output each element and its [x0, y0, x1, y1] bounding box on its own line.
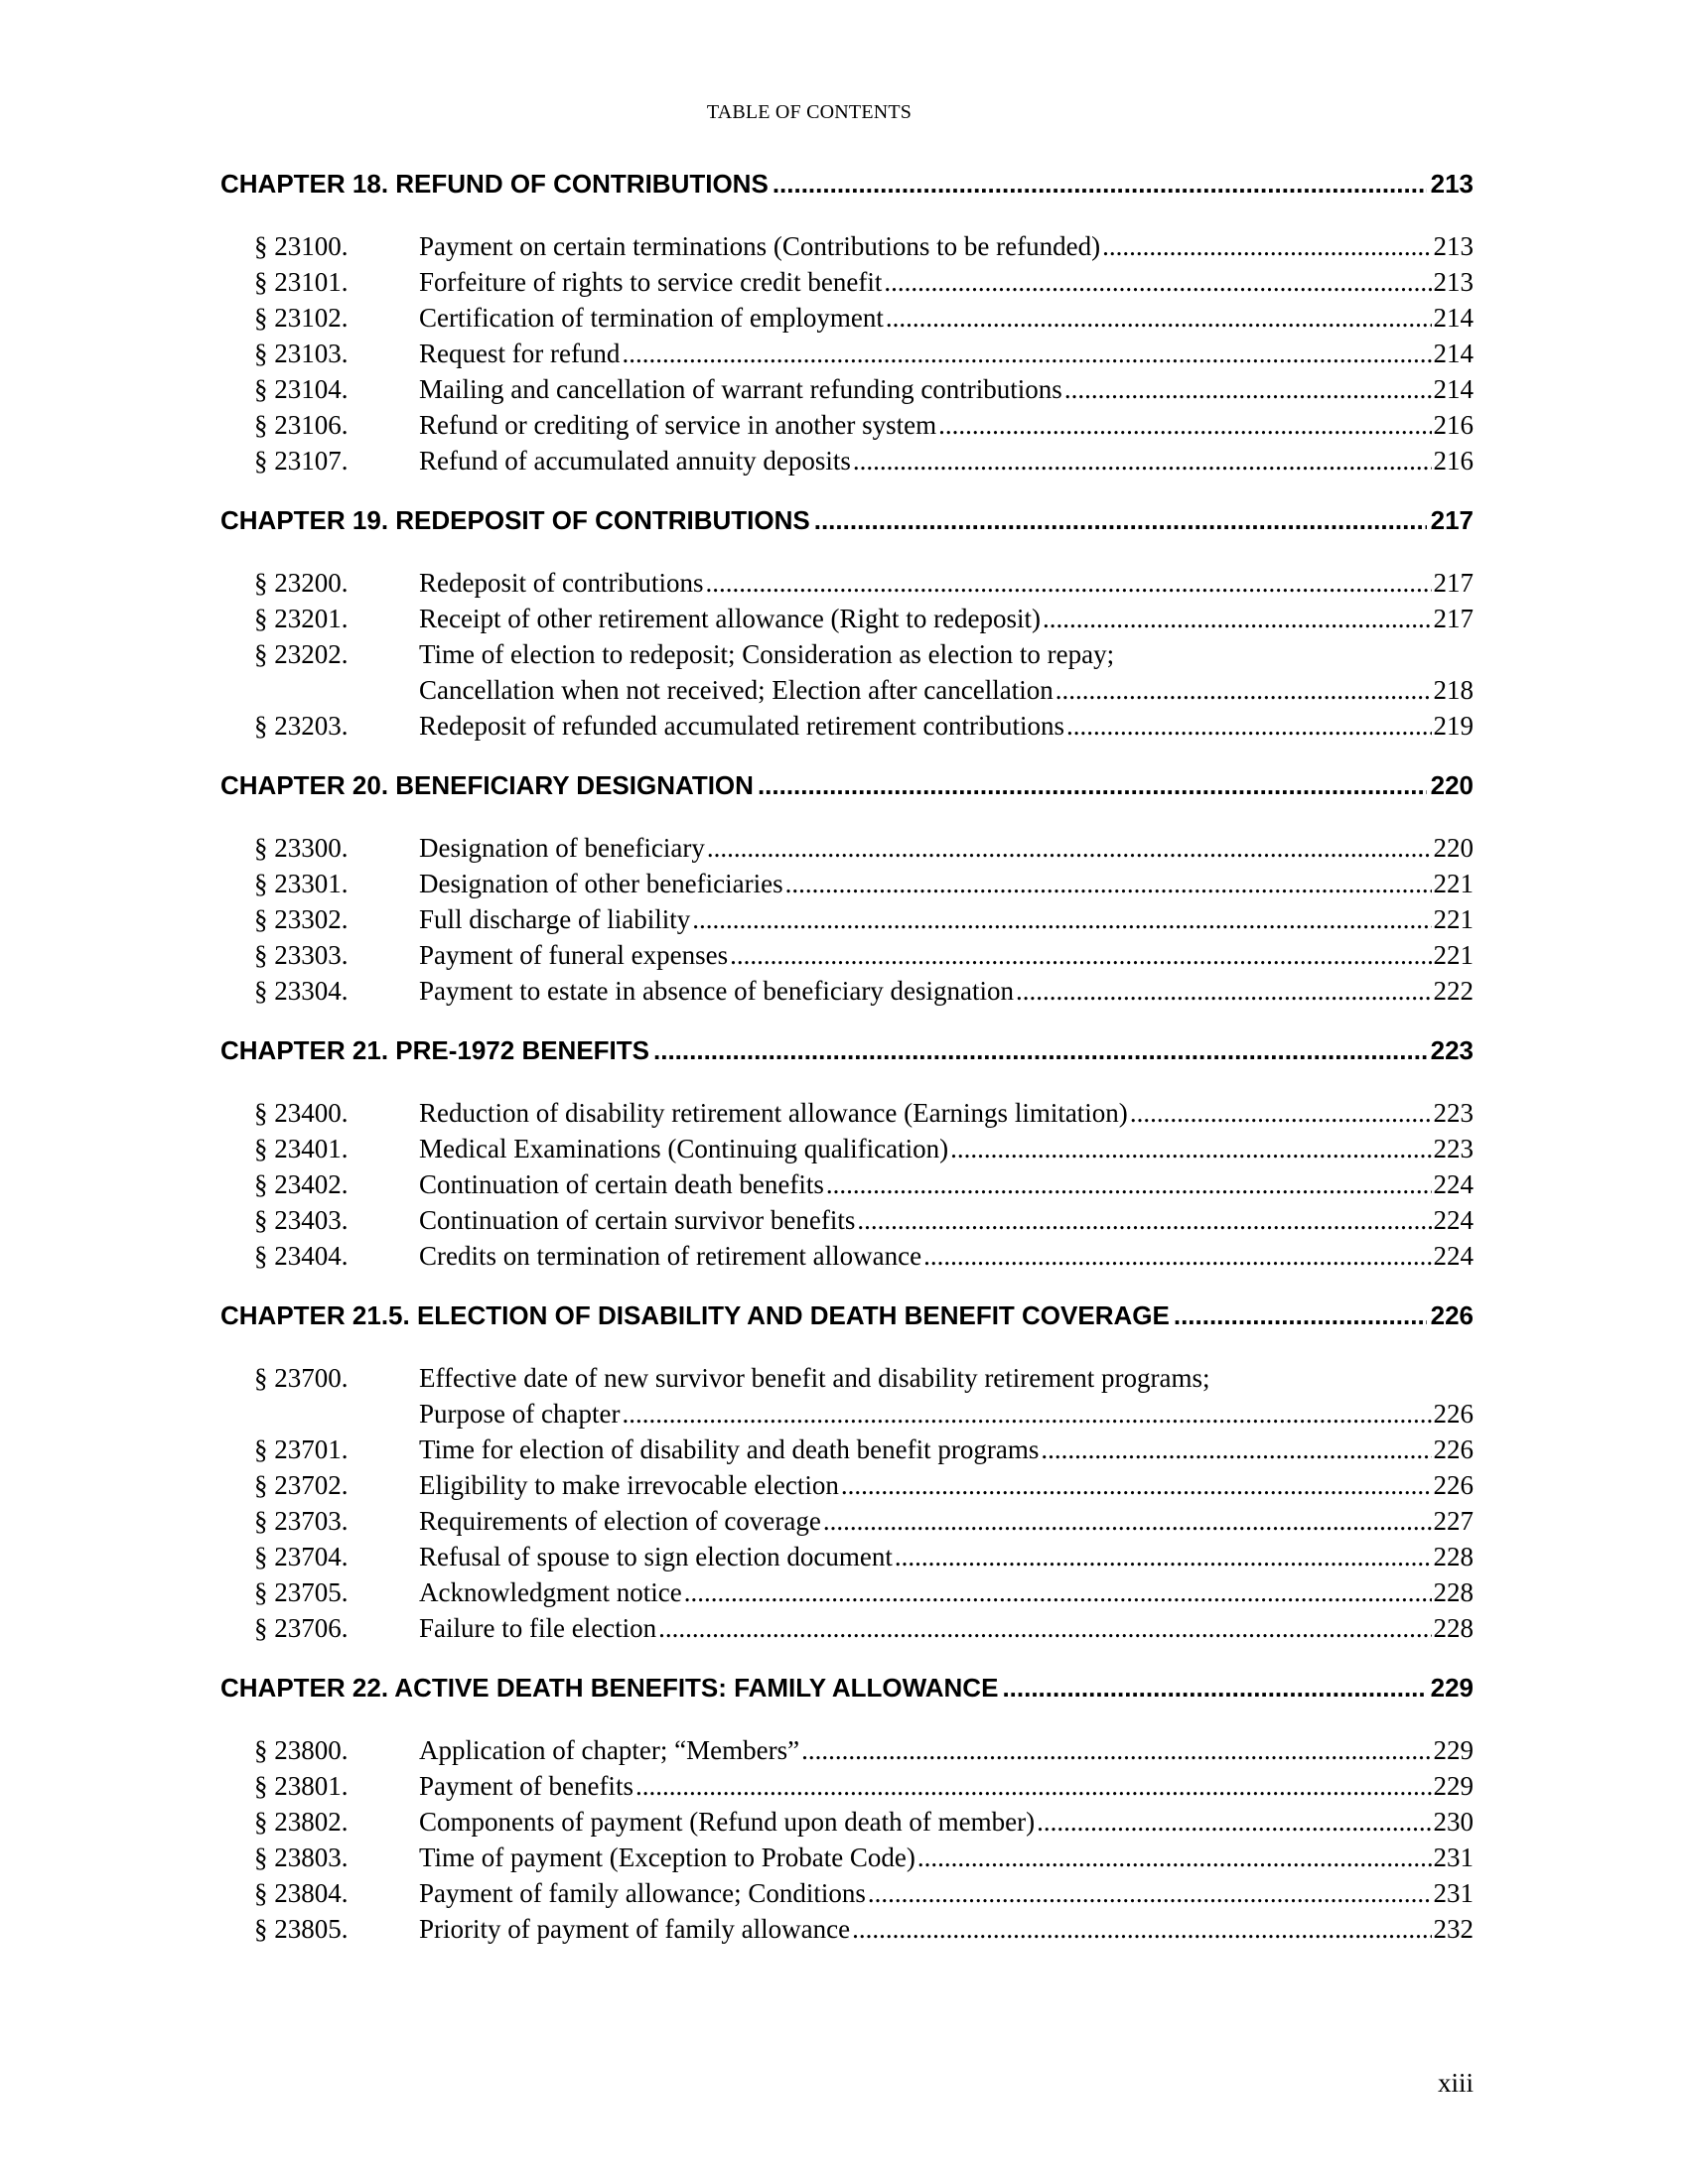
entry-title-line [419, 228, 1474, 264]
dot-leader [758, 770, 1427, 801]
dot-leader [1037, 1804, 1431, 1840]
chapter-block [220, 1300, 1474, 1646]
section-number: § 23402. [254, 1169, 349, 1199]
entry-title: Acknowledgment notice [419, 1577, 682, 1607]
dot-leader [895, 1539, 1432, 1574]
entry-title: Purpose of chapter [419, 1399, 621, 1429]
entry-body [419, 1202, 1474, 1238]
section-number: § 23201. [254, 604, 349, 633]
section-number: § 23302. [254, 904, 349, 934]
entry-title-line [419, 973, 1474, 1009]
toc-entry[interactable] [220, 300, 1474, 336]
dot-leader [917, 1840, 1432, 1875]
section-number: § 23700. [254, 1363, 349, 1393]
entry-body [419, 1503, 1474, 1539]
entry-title-line [419, 407, 1474, 443]
entry-title-line [419, 1804, 1474, 1840]
chapter-heading[interactable] [220, 770, 1474, 806]
chapter-page-number: 220 [1430, 770, 1474, 800]
entry-page-number: 222 [1433, 976, 1474, 1006]
section-number: § 23404. [254, 1241, 349, 1271]
entry-title: Components of payment (Refund upon death of member) [419, 1807, 1036, 1837]
dot-leader [785, 866, 1432, 901]
entry-title-line [419, 1610, 1474, 1646]
dot-leader [1016, 973, 1431, 1009]
toc-entry[interactable] [220, 1539, 1474, 1574]
section-number: § 23301. [254, 869, 349, 898]
dot-leader [814, 505, 1427, 536]
dot-leader [707, 830, 1432, 866]
section-number: § 23702. [254, 1470, 349, 1500]
entry-title: Certification of termination of employment [419, 303, 884, 333]
entry-page-number: 230 [1433, 1807, 1474, 1837]
dot-leader [705, 565, 1431, 601]
section-number: § 23203. [254, 711, 349, 741]
dot-leader [841, 1467, 1432, 1503]
toc-entry[interactable] [220, 1804, 1474, 1840]
dot-leader [692, 901, 1431, 937]
entry-page-number: 228 [1433, 1613, 1474, 1643]
entry-body [419, 1539, 1474, 1574]
section-number: § 23701. [254, 1434, 349, 1464]
section-number: § 23804. [254, 1878, 349, 1908]
chapter-heading[interactable] [220, 1300, 1474, 1336]
dot-leader [1066, 708, 1431, 744]
entry-title: Request for refund [419, 339, 621, 368]
chapter-title: CHAPTER 21. PRE-1972 BENEFITS [220, 1035, 650, 1065]
entry-title-line [419, 565, 1474, 601]
chapter-block [220, 1035, 1474, 1274]
toc-entry[interactable] [220, 1131, 1474, 1166]
entry-title-line [419, 1875, 1474, 1911]
chapter-page-number: 213 [1430, 169, 1474, 199]
page-number: xiii [1437, 2068, 1474, 2098]
entry-page-number: 224 [1433, 1205, 1474, 1235]
dot-leader [852, 1911, 1431, 1947]
section-number: § 23400. [254, 1098, 349, 1128]
toc-entry[interactable] [220, 371, 1474, 407]
entry-title-line [419, 1503, 1474, 1539]
section-number: § 23202. [254, 639, 349, 669]
entry-title: Refund of accumulated annuity deposits [419, 446, 851, 476]
entry-title-line [419, 1539, 1474, 1574]
toc-entry[interactable] [220, 1840, 1474, 1875]
entry-title: Payment on certain terminations (Contributions to be refunded) [419, 231, 1101, 261]
entry-title-line [419, 1467, 1474, 1503]
entry-title: Time for election of disability and death benefit programs [419, 1434, 1040, 1464]
entry-page-number: 231 [1433, 1878, 1474, 1908]
dot-leader [801, 1732, 1431, 1768]
entry-title: Designation of beneficiary [419, 833, 705, 863]
entry-body [419, 636, 1474, 708]
entry-page-number: 223 [1433, 1134, 1474, 1163]
entry-title-line [419, 601, 1474, 636]
chapter-block [220, 505, 1474, 744]
toc-entry[interactable] [220, 601, 1474, 636]
entry-page-number: 226 [1433, 1434, 1474, 1464]
entry-title-line [419, 300, 1474, 336]
entry-body [419, 973, 1474, 1009]
entry-page-number: 217 [1433, 568, 1474, 598]
entry-title: Priority of payment of family allowance [419, 1914, 851, 1944]
toc-entry[interactable] [220, 1574, 1474, 1610]
entry-title-line [419, 1131, 1474, 1166]
entry-title-line [419, 672, 1474, 708]
entry-page-number: 221 [1433, 940, 1474, 970]
entry-body [419, 1166, 1474, 1202]
dot-leader [950, 1131, 1431, 1166]
toc-entry[interactable] [220, 264, 1474, 300]
section-number: § 23300. [254, 833, 349, 863]
dot-leader [653, 1035, 1427, 1066]
entry-body [419, 830, 1474, 866]
entry-page-number: 229 [1433, 1771, 1474, 1801]
entry-title: Forfeiture of rights to service credit benefit [419, 267, 883, 297]
entry-page-number: 221 [1433, 904, 1474, 934]
chapter-page-number: 229 [1430, 1673, 1474, 1703]
dot-leader [884, 264, 1431, 300]
entry-page-number: 216 [1433, 410, 1474, 440]
toc-entry[interactable] [220, 636, 1474, 708]
section-number: § 23403. [254, 1205, 349, 1235]
chapter-heading[interactable] [220, 1035, 1474, 1071]
dot-leader [730, 937, 1431, 973]
dot-leader [1043, 601, 1431, 636]
entry-title-line [419, 1768, 1474, 1804]
chapter-page-number: 217 [1430, 505, 1474, 535]
dot-leader [635, 1768, 1432, 1804]
entry-page-number: 219 [1433, 711, 1474, 741]
toc-entry[interactable] [220, 1360, 1474, 1432]
entry-title: Designation of other beneficiaries [419, 869, 783, 898]
entry-title: Refusal of spouse to sign election document [419, 1542, 893, 1571]
entry-page-number: 229 [1433, 1735, 1474, 1765]
toc-entry[interactable] [220, 1610, 1474, 1646]
entry-page-number: 231 [1433, 1843, 1474, 1872]
toc-entry[interactable] [220, 565, 1474, 601]
entry-title: Eligibility to make irrevocable election [419, 1470, 839, 1500]
toc-entry[interactable] [220, 1202, 1474, 1238]
entry-body [419, 1911, 1474, 1947]
toc-entry[interactable] [220, 1095, 1474, 1131]
entry-page-number: 216 [1433, 446, 1474, 476]
entry-title: Application of chapter; “Members” [419, 1735, 800, 1765]
entry-title: Requirements of election of coverage [419, 1506, 821, 1536]
entry-page-number: 232 [1433, 1914, 1474, 1944]
entry-body [419, 1467, 1474, 1503]
entry-page-number: 224 [1433, 1241, 1474, 1271]
toc-entry[interactable] [220, 336, 1474, 371]
entry-page-number: 218 [1433, 675, 1474, 705]
entry-title-line [419, 1396, 1474, 1432]
entry-title: Payment of family allowance; Conditions [419, 1878, 866, 1908]
entry-body [419, 1432, 1474, 1467]
entry-body [419, 264, 1474, 300]
entry-title: Full discharge of liability [419, 904, 691, 934]
section-number: § 23303. [254, 940, 349, 970]
dot-leader [1055, 672, 1432, 708]
entry-title-line [419, 901, 1474, 937]
entry-title-line [419, 937, 1474, 973]
dot-leader [1002, 1673, 1426, 1704]
entry-body [419, 1238, 1474, 1274]
running-header: TABLE OF CONTENTS [706, 101, 913, 123]
entry-body [419, 371, 1474, 407]
entry-page-number: 214 [1433, 339, 1474, 368]
entry-title-line [419, 336, 1474, 371]
chapter-heading[interactable] [220, 1673, 1474, 1708]
entry-page-number: 213 [1433, 267, 1474, 297]
section-number: § 23800. [254, 1735, 349, 1765]
section-number: § 23101. [254, 267, 349, 297]
entry-body [419, 937, 1474, 973]
entry-page-number: 217 [1433, 604, 1474, 633]
entry-title-line [419, 264, 1474, 300]
entry-title: Payment of funeral expenses [419, 940, 729, 970]
section-number: § 23100. [254, 231, 349, 261]
entry-title: Medical Examinations (Continuing qualification) [419, 1134, 949, 1163]
table-of-contents [220, 169, 1474, 1974]
entry-title-line [419, 1732, 1474, 1768]
section-number: § 23803. [254, 1843, 349, 1872]
entry-page-number: 214 [1433, 374, 1474, 404]
entry-body [419, 1610, 1474, 1646]
dot-leader [773, 169, 1427, 200]
entry-body [419, 565, 1474, 601]
entry-body [419, 1095, 1474, 1131]
entry-title-line [419, 1166, 1474, 1202]
entry-title-line [419, 371, 1474, 407]
dot-leader [684, 1574, 1432, 1610]
entry-page-number: 228 [1433, 1577, 1474, 1607]
chapter-block [220, 770, 1474, 1009]
entry-title: Continuation of certain death benefits [419, 1169, 824, 1199]
chapter-block [220, 1673, 1474, 1947]
entry-title-line [419, 1202, 1474, 1238]
toc-entry[interactable] [220, 937, 1474, 973]
section-number: § 23801. [254, 1771, 349, 1801]
entry-body [419, 1360, 1474, 1432]
section-number: § 23103. [254, 339, 349, 368]
entry-title-line [419, 1911, 1474, 1947]
entry-body [419, 407, 1474, 443]
entry-title: Time of payment (Exception to Probate Code) [419, 1843, 915, 1872]
entry-page-number: 227 [1433, 1506, 1474, 1536]
toc-entry[interactable] [220, 1432, 1474, 1467]
entry-title: Receipt of other retirement allowance (Right to redeposit) [419, 604, 1042, 633]
entry-body [419, 228, 1474, 264]
chapter-title: CHAPTER 18. REFUND OF CONTRIBUTIONS [220, 169, 769, 199]
chapter-title: CHAPTER 21.5. ELECTION OF DISABILITY AND DEATH BENEFIT COVERAGE [220, 1300, 1170, 1330]
entry-title: Credits on termination of retirement allowance [419, 1241, 922, 1271]
dot-leader [1174, 1300, 1427, 1331]
section-number: § 23805. [254, 1914, 349, 1944]
section-number: § 23401. [254, 1134, 349, 1163]
entry-title: Mailing and cancellation of warrant refunding contributions [419, 374, 1062, 404]
entry-body [419, 1804, 1474, 1840]
section-number: § 23802. [254, 1807, 349, 1837]
dot-leader [938, 407, 1431, 443]
toc-entry[interactable] [220, 1768, 1474, 1804]
dot-leader [1130, 1095, 1432, 1131]
toc-entry[interactable] [220, 443, 1474, 478]
entry-title: Redeposit of refunded accumulated retirement contributions [419, 711, 1065, 741]
entry-title: Redeposit of contributions [419, 568, 704, 598]
section-number: § 23706. [254, 1613, 349, 1643]
entry-body [419, 1574, 1474, 1610]
entry-body [419, 601, 1474, 636]
entry-title-line [419, 1095, 1474, 1131]
section-number: § 23102. [254, 303, 349, 333]
toc-entry[interactable] [220, 228, 1474, 264]
entry-title: Reduction of disability retirement allowance (Earnings limitation) [419, 1098, 1128, 1128]
dot-leader [853, 443, 1432, 478]
chapter-title: CHAPTER 22. ACTIVE DEATH BENEFITS: FAMILY ALLOWANCE [220, 1673, 999, 1703]
entry-page-number: 224 [1433, 1169, 1474, 1199]
toc-entry[interactable] [220, 1238, 1474, 1274]
section-number: § 23200. [254, 568, 349, 598]
entry-title-line [419, 708, 1474, 744]
entry-page-number: 228 [1433, 1542, 1474, 1571]
entry-title: Cancellation when not received; Election after cancellation [419, 675, 1054, 705]
entry-page-number: 226 [1433, 1470, 1474, 1500]
entry-body [419, 300, 1474, 336]
entry-title-line [419, 1840, 1474, 1875]
toc-entry[interactable] [220, 1732, 1474, 1768]
dot-leader [923, 1238, 1431, 1274]
chapter-heading[interactable] [220, 505, 1474, 541]
chapter-title: CHAPTER 19. REDEPOSIT OF CONTRIBUTIONS [220, 505, 810, 535]
entry-title-line [419, 443, 1474, 478]
toc-entry[interactable] [220, 708, 1474, 744]
dot-leader [622, 336, 1431, 371]
entry-page-number: 213 [1433, 231, 1474, 261]
dot-leader [1064, 371, 1432, 407]
entry-page-number: 221 [1433, 869, 1474, 898]
chapter-page-number: 223 [1430, 1035, 1474, 1065]
dot-leader [826, 1166, 1432, 1202]
entry-title-line [419, 830, 1474, 866]
dot-leader [857, 1202, 1431, 1238]
entry-title: Continuation of certain survivor benefits [419, 1205, 856, 1235]
entry-title-first-line: Time of election to redeposit; Consideration as election to repay; [419, 639, 1115, 669]
section-number: § 23107. [254, 446, 349, 476]
section-number: § 23304. [254, 976, 349, 1006]
entry-page-number: 226 [1433, 1399, 1474, 1429]
toc-entry[interactable] [220, 1875, 1474, 1911]
dot-leader [1041, 1432, 1431, 1467]
dot-leader [823, 1503, 1432, 1539]
entry-title: Payment to estate in absence of beneficiary designation [419, 976, 1015, 1006]
entry-body [419, 866, 1474, 901]
entry-body [419, 1875, 1474, 1911]
entry-title: Payment of benefits [419, 1771, 633, 1801]
entry-body [419, 1768, 1474, 1804]
dot-leader [658, 1610, 1431, 1646]
toc-entry[interactable] [220, 1503, 1474, 1539]
entry-body [419, 708, 1474, 744]
entry-title-first-line: Effective date of new survivor benefit and disability retirement programs; [419, 1363, 1210, 1393]
chapter-page-number: 226 [1430, 1300, 1474, 1330]
entry-body [419, 901, 1474, 937]
section-number: § 23104. [254, 374, 349, 404]
toc-entry[interactable] [220, 866, 1474, 901]
entry-body [419, 1732, 1474, 1768]
entry-page-number: 214 [1433, 303, 1474, 333]
toc-entry[interactable] [220, 407, 1474, 443]
entry-title: Failure to file election [419, 1613, 657, 1643]
toc-entry[interactable] [220, 1467, 1474, 1503]
section-number: § 23705. [254, 1577, 349, 1607]
dot-leader [622, 1396, 1431, 1432]
entry-title-line [419, 1238, 1474, 1274]
entry-body [419, 336, 1474, 371]
entry-title-line [419, 1574, 1474, 1610]
toc-entry[interactable] [220, 830, 1474, 866]
toc-entry[interactable] [220, 1166, 1474, 1202]
dot-leader [868, 1875, 1432, 1911]
entry-body [419, 443, 1474, 478]
dot-leader [886, 300, 1432, 336]
entry-page-number: 220 [1433, 833, 1474, 863]
chapter-title: CHAPTER 20. BENEFICIARY DESIGNATION [220, 770, 754, 800]
entry-body [419, 1131, 1474, 1166]
entry-title: Refund or crediting of service in another system [419, 410, 937, 440]
toc-entry[interactable] [220, 1911, 1474, 1947]
entry-title-line [419, 1432, 1474, 1467]
section-number: § 23703. [254, 1506, 349, 1536]
toc-entry[interactable] [220, 901, 1474, 937]
chapter-heading[interactable] [220, 169, 1474, 205]
entry-page-number: 223 [1433, 1098, 1474, 1128]
dot-leader [1102, 228, 1431, 264]
section-number: § 23106. [254, 410, 349, 440]
section-number: § 23704. [254, 1542, 349, 1571]
entry-body [419, 1840, 1474, 1875]
entry-title-line [419, 866, 1474, 901]
chapter-block [220, 169, 1474, 478]
toc-entry[interactable] [220, 973, 1474, 1009]
